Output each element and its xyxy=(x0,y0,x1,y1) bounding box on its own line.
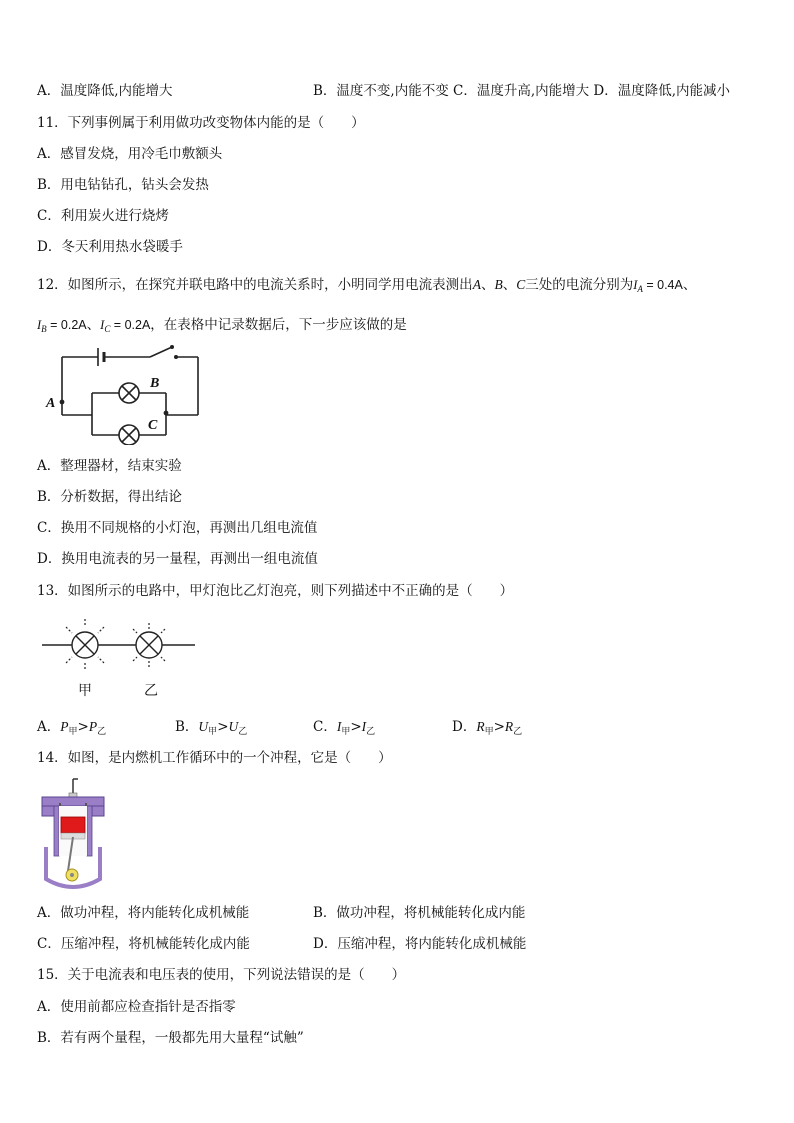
q13-option-b xyxy=(175,718,247,741)
q12-sep: 、 xyxy=(86,317,101,333)
subscript: 乙 xyxy=(238,727,248,737)
q12-sep: 、 xyxy=(682,277,697,293)
q14-option-a: A．做功冲程，将内能转化成机械能 xyxy=(37,905,250,921)
current-value: = 0.4A xyxy=(642,278,683,292)
q12-option-a: A．整理器材，结束实验 xyxy=(37,458,182,474)
q11-option-d: D．冬天利用热水袋暖手 xyxy=(37,239,183,255)
q11-option-a: A．感冒发烧，用冷毛巾敷额头 xyxy=(37,146,223,162)
quantity-symbol: R xyxy=(504,719,514,734)
current-symbol: I xyxy=(633,278,638,292)
q13-lamps-diagram xyxy=(40,615,200,700)
q10-option-a: A．温度降低,内能增大 xyxy=(37,83,173,99)
quantity-symbol: I xyxy=(336,719,342,734)
quantity-symbol: P xyxy=(60,719,69,734)
q12-stem-mid: 三处的电流分别为 xyxy=(525,277,634,293)
q14-option-b: B．做功冲程，将机械能转化成内能 xyxy=(313,905,526,921)
quantity-symbol: I xyxy=(361,719,367,734)
subscript: 甲 xyxy=(341,727,351,737)
operator: > xyxy=(350,719,362,735)
q11-option-b: B．用电钻钻孔，钻头会发热 xyxy=(37,177,209,193)
subscript: 乙 xyxy=(97,727,107,737)
q11-option-c: C．利用炭火进行烧烤 xyxy=(37,208,169,224)
option-letter: B． xyxy=(175,719,199,735)
q12-current-b xyxy=(37,318,87,332)
q14-engine-stroke-diagram xyxy=(38,775,108,895)
q13-label-jia: 甲 xyxy=(78,684,92,699)
q14-option-d: D．压缩冲程，将内能转化成机械能 xyxy=(313,936,527,952)
operator: > xyxy=(217,719,229,735)
option-letter: C． xyxy=(313,719,337,735)
q12-point-b: B xyxy=(494,277,503,292)
option-letter: D． xyxy=(452,719,477,735)
q12-circuit-diagram xyxy=(40,345,210,445)
q12-label-a: A xyxy=(46,396,56,411)
q12-label-b: B xyxy=(150,376,160,391)
q12-sep: 、 xyxy=(502,277,517,293)
q12-point-a: A xyxy=(472,277,481,292)
subscript: 乙 xyxy=(513,727,523,737)
current-subscript: B xyxy=(41,324,47,334)
current-value: = 0.2A xyxy=(110,318,151,332)
current-subscript: A xyxy=(637,284,643,294)
current-symbol: I xyxy=(100,318,105,332)
q12-stem-end: ，在表格中记录数据后，下一步应该做的是 xyxy=(150,317,407,333)
current-subscript: C xyxy=(104,324,111,334)
q15-stem: 15．关于电流表和电压表的使用，下列说法错误的是（ ） xyxy=(37,967,406,983)
q10-options-bcd: B．温度不变,内能不变 C．温度升高,内能增大 D．温度降低,内能减小 xyxy=(313,83,731,99)
q14-stem: 14．如图，是内燃机工作循环中的一个冲程，它是（ ） xyxy=(37,750,392,766)
q12-option-b: B．分析数据，得出结论 xyxy=(37,489,182,505)
q12-stem-prefix: 12．如图所示，在探究并联电路中的电流关系时，小明同学用电流表测出 xyxy=(37,277,473,293)
q12-stem-line2 xyxy=(37,316,407,338)
q15-option-a: A．使用前都应检查指针是否指零 xyxy=(37,999,236,1015)
current-value: = 0.2A xyxy=(46,318,87,332)
q13-stem: 13．如图所示的电路中，甲灯泡比乙灯泡亮，则下列描述中不正确的是（ ） xyxy=(37,583,514,599)
q11-stem: 11．下列事例属于利用做功改变物体内能的是（ ） xyxy=(37,115,365,131)
q12-option-c: C．换用不同规格的小灯泡，再测出几组电流值 xyxy=(37,520,318,536)
q12-point-c: C xyxy=(516,277,526,292)
current-symbol: I xyxy=(37,318,42,332)
operator: > xyxy=(77,719,89,735)
q15-option-b: B．若有两个量程，一般都先用大量程“试触” xyxy=(37,1030,304,1046)
quantity-symbol: U xyxy=(198,719,209,734)
subscript: 乙 xyxy=(366,727,376,737)
quantity-symbol: U xyxy=(228,719,239,734)
subscript: 甲 xyxy=(484,727,494,737)
operator: > xyxy=(493,719,505,735)
q12-label-c: C xyxy=(148,418,158,433)
quantity-symbol: P xyxy=(88,719,98,734)
q12-option-d: D．换用电流表的另一量程，再测出一组电流值 xyxy=(37,551,318,567)
q12-current-c xyxy=(100,318,150,332)
q12-sep: 、 xyxy=(480,277,495,293)
option-letter: A． xyxy=(37,719,61,735)
q13-option-d xyxy=(452,718,522,741)
q12-stem-line1 xyxy=(37,276,696,298)
quantity-symbol: R xyxy=(476,719,485,734)
q14-option-c: C．压缩冲程，将机械能转化成内能 xyxy=(37,936,250,952)
subscript: 甲 xyxy=(208,727,218,737)
q13-option-c xyxy=(313,718,375,741)
q12-current-a xyxy=(633,278,683,292)
q13-option-a xyxy=(37,718,106,741)
q13-label-yi: 乙 xyxy=(144,684,158,699)
subscript: 甲 xyxy=(68,727,78,737)
